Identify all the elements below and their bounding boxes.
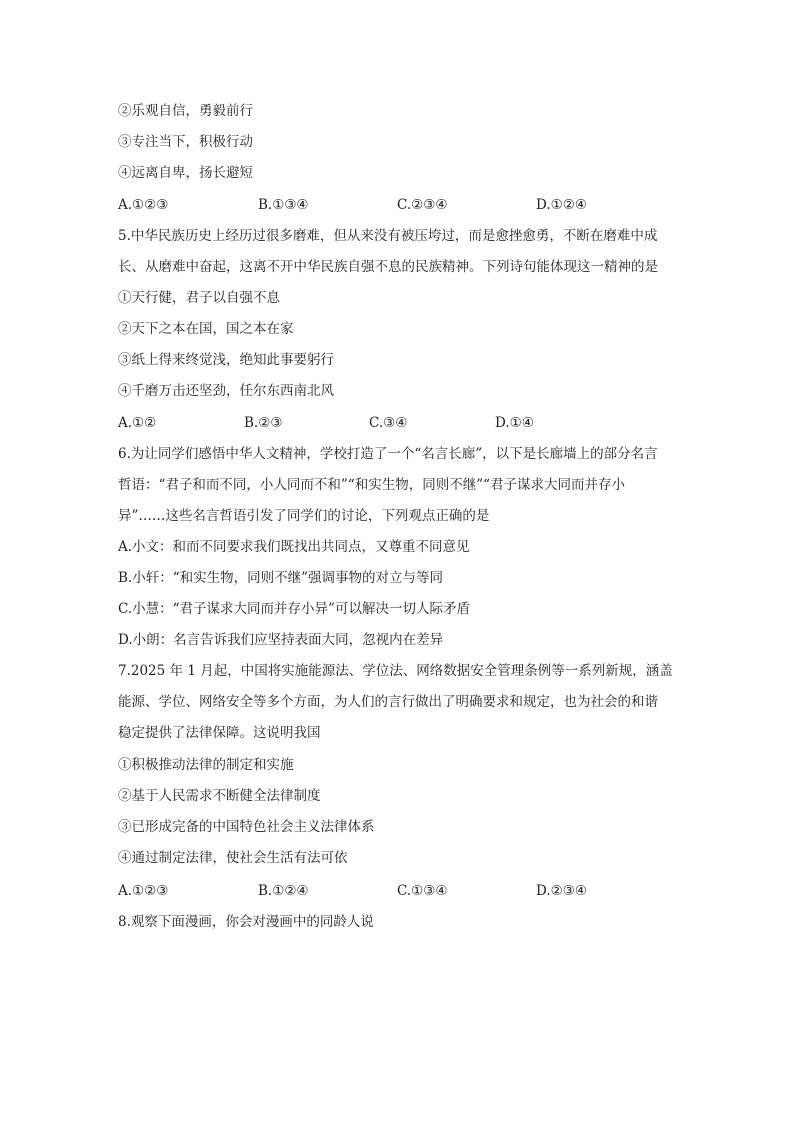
q7-item-1: ①积极推动法律的制定和实施 <box>118 757 294 773</box>
q5-option-c: C.③④ <box>369 415 408 431</box>
q5-item-3: ③纸上得来终觉浅，绝知此事要躬行 <box>118 352 334 368</box>
q6-option-a: A.小文：和而不同要求我们既找出共同点，又尊重不同意见 <box>118 539 470 555</box>
q4-option-c: C.②③④ <box>397 197 448 213</box>
q5-item-2: ②天下之本在国，国之本在家 <box>118 321 294 337</box>
q6-stem-line-2: 哲语：“君子和而不同，小人同而不和”“和实生物，同则不继”“君子谋求大同而并存小 <box>118 477 626 493</box>
q4-option-d: D.①②④ <box>536 197 587 213</box>
q6-option-d: D.小朗：名言告诉我们应坚持表面大同，忽视内在差异 <box>118 632 444 648</box>
q7-option-d: D.②③④ <box>536 883 587 899</box>
q5-option-b: B.②③ <box>244 415 283 431</box>
q6-stem-line-3: 异”……这些名言哲语引发了同学们的讨论，下列观点正确的是 <box>118 508 490 524</box>
q4-item-2: ②乐观自信，勇毅前行 <box>118 103 253 119</box>
q4-item-3: ③专注当下，积极行动 <box>118 134 253 150</box>
q7-item-3: ③已形成完备的中国特色社会主义法律体系 <box>118 819 375 835</box>
q7-item-4: ④通过制定法律，使社会生活有法可依 <box>118 850 348 866</box>
q6-stem-line-1: 6.为让同学们感悟中华人文精神，学校打造了一个“名言长廊”，以下是长廊墙上的部分名言 <box>118 446 658 462</box>
q7-stem-line-3: 稳定提供了法律保障。这说明我国 <box>118 725 321 741</box>
q6-option-b: B.小轩：“和实生物，同则不继”强调事物的对立与等同 <box>118 570 444 586</box>
q7-item-2: ②基于人民需求不断健全法律制度 <box>118 788 321 804</box>
q4-option-a: A.①②③ <box>118 197 169 213</box>
q4-option-b: B.①③④ <box>258 197 309 213</box>
q6-option-c: C.小慧：“君子谋求大同而并存小异”可以解决一切人际矛盾 <box>118 601 470 617</box>
q5-item-4: ④千磨万击还坚劲，任尔东西南北风 <box>118 383 334 399</box>
q5-option-d: D.①④ <box>495 415 534 431</box>
q7-option-b: B.①②④ <box>258 883 309 899</box>
q5-item-1: ①天行健，君子以自强不息 <box>118 290 280 306</box>
q5-stem-line-2: 长、从磨难中奋起，这离不开中华民族自强不息的民族精神。下列诗句能体现这一精神的是 <box>118 259 658 275</box>
q5-stem-line-1: 5.中华民族历史上经历过很多磨难，但从来没有被压垮过，而是愈挫愈勇，不断在磨难中成 <box>118 228 658 244</box>
q4-item-4: ④远离自卑，扬长避短 <box>118 165 253 181</box>
q8-stem-line-1: 8.观察下面漫画，你会对漫画中的同龄人说 <box>118 914 374 930</box>
q7-stem-line-1: 7.2025 年 1 月起，中国将实施能源法、学位法、网络数据安全管理条例等一系列新规，涵盖 <box>118 663 673 679</box>
q7-option-a: A.①②③ <box>118 883 169 899</box>
q5-option-a: A.①② <box>118 415 157 431</box>
q7-option-c: C.①③④ <box>397 883 448 899</box>
q7-stem-line-2: 能源、学位、网络安全等多个方面，为人们的言行做出了明确要求和规定，也为社会的和谐 <box>118 694 658 710</box>
